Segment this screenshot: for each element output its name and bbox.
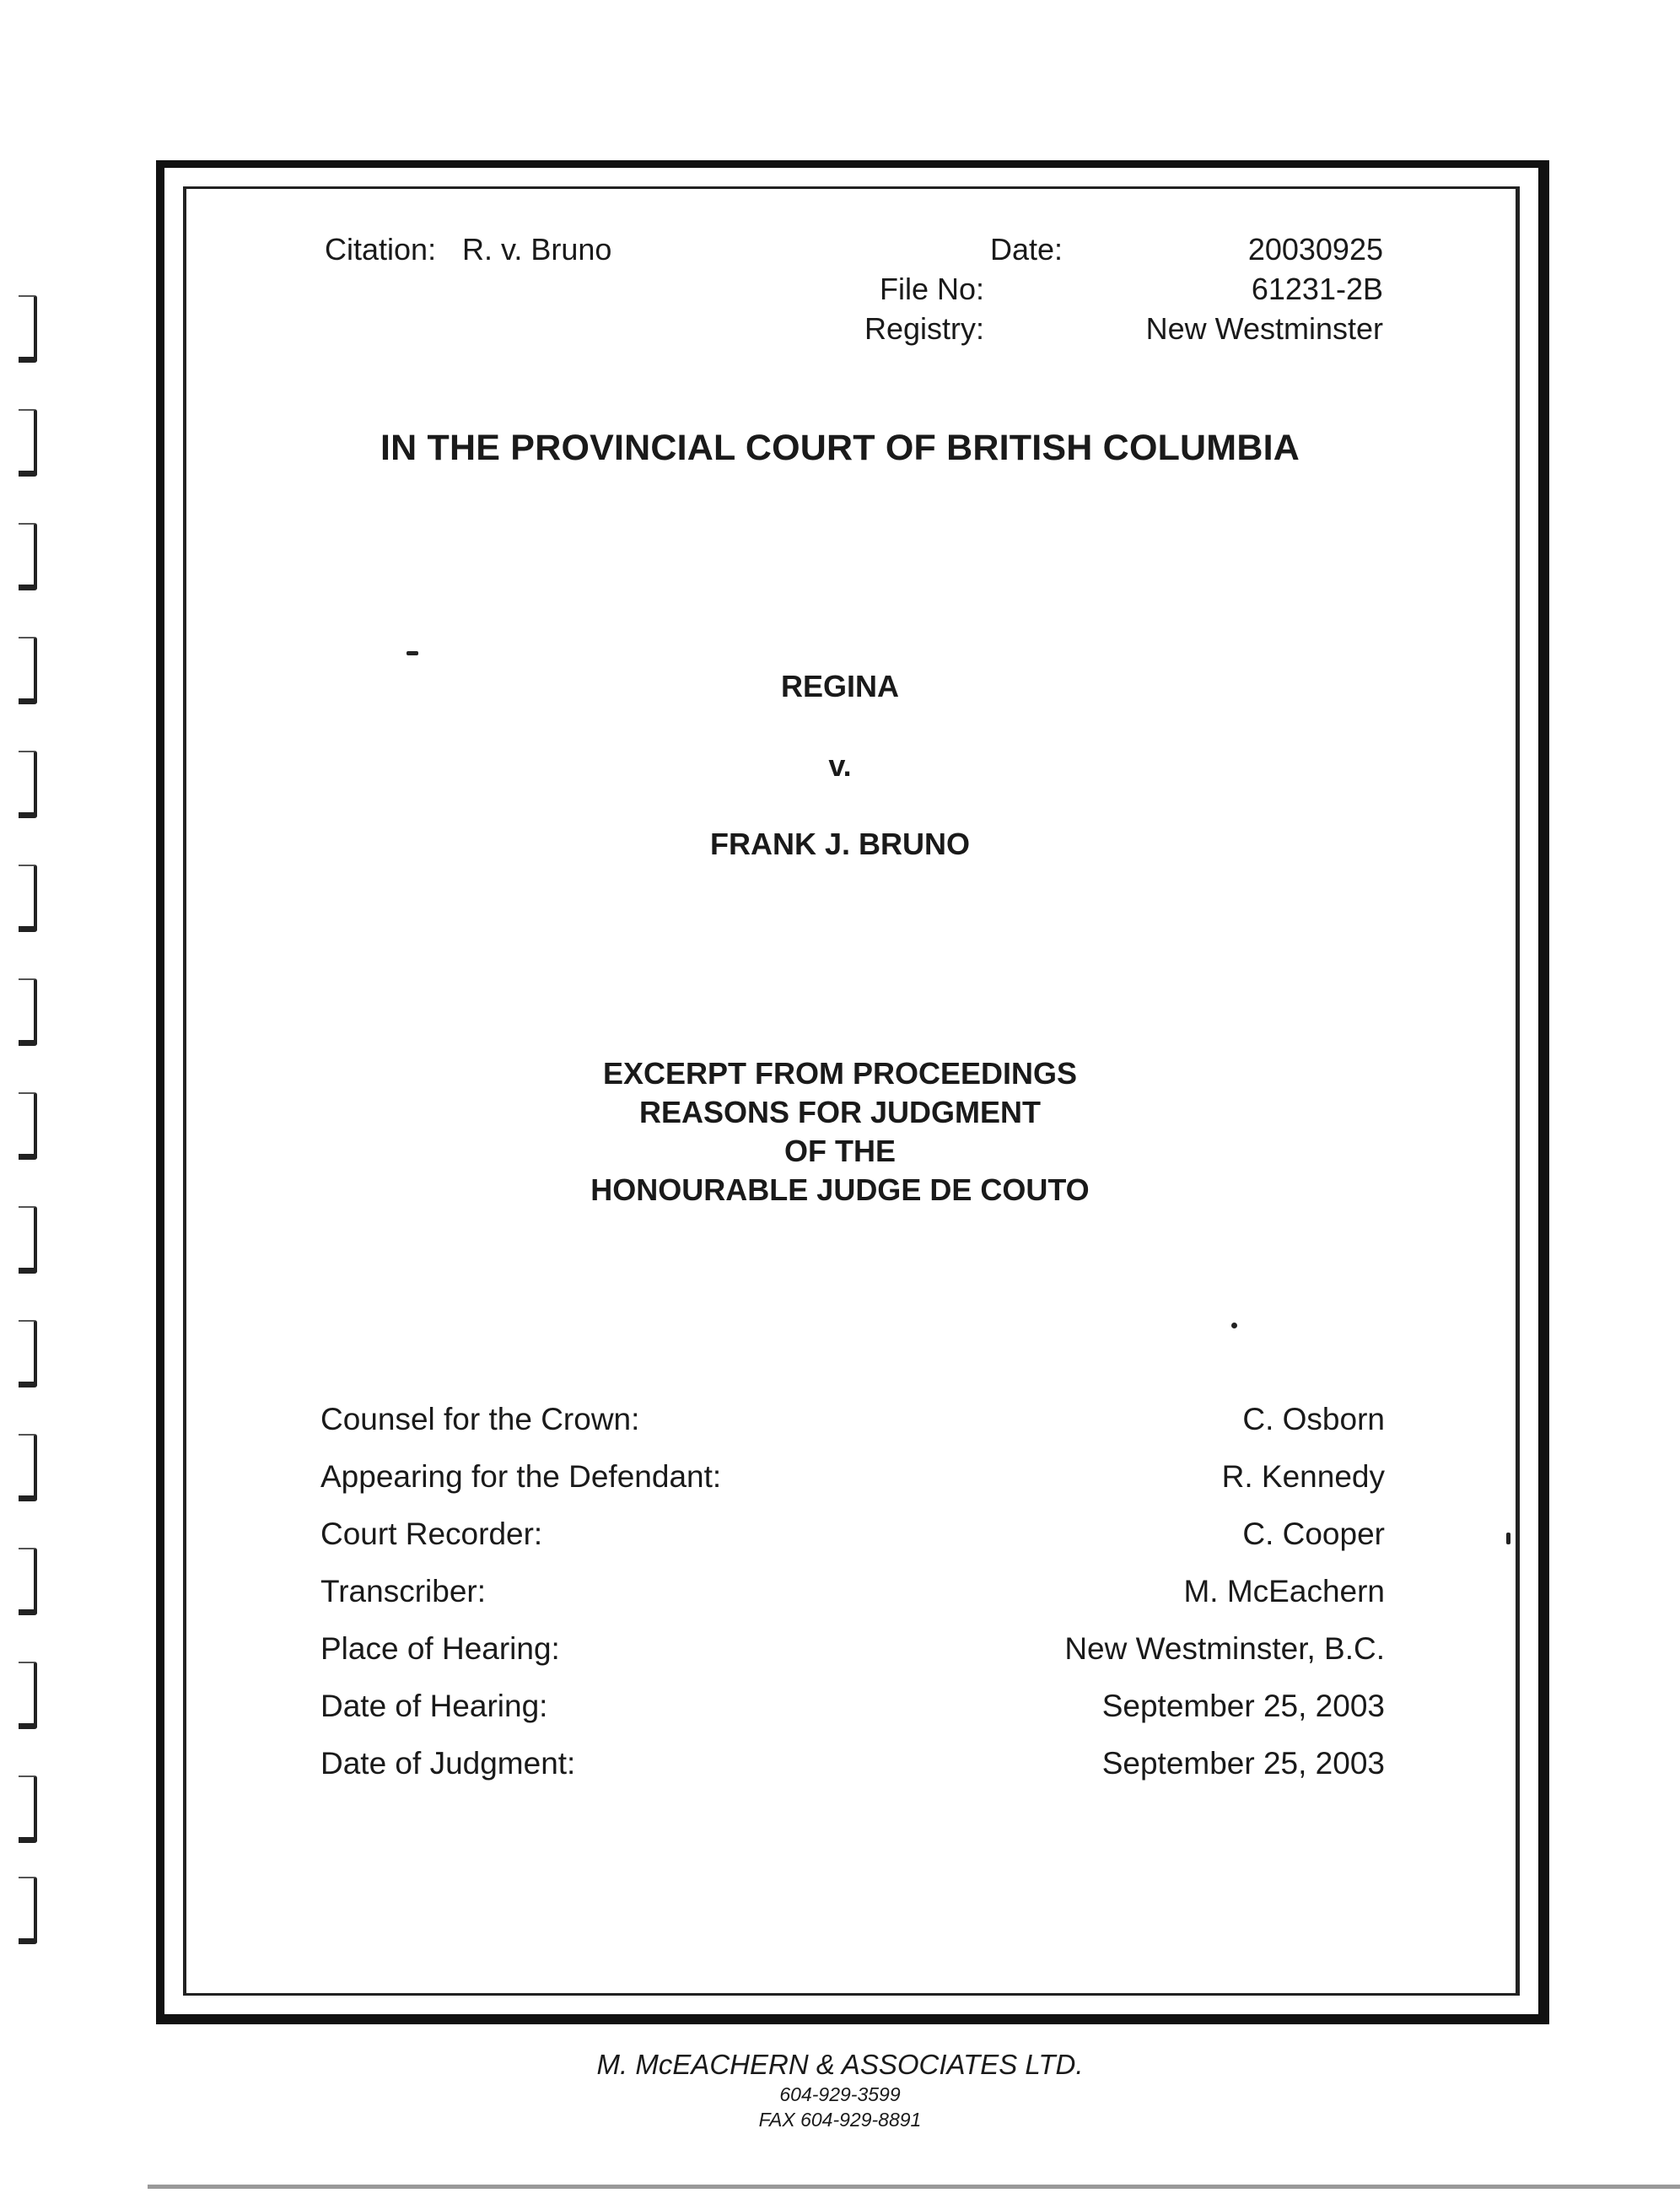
detail-row	[320, 1515, 1385, 1572]
transcription-firm-footer	[0, 2048, 1680, 2132]
court-title: IN THE PROVINCIAL COURT OF BRITISH COLUMBIA	[380, 428, 1300, 468]
heading-line-4: HONOURABLE JUDGE DE COUTO	[590, 1172, 1090, 1207]
heading-line-1: EXCERPT FROM PROCEEDINGS	[602, 1056, 1078, 1091]
bottom-edge-line	[148, 2185, 1680, 2189]
counsel-crown-label: Counsel for the Crown:	[320, 1402, 640, 1436]
place-of-hearing-value: New Westminster, B.C.	[1064, 1631, 1385, 1666]
heading-line-3: OF THE	[784, 1134, 896, 1168]
binder-mark	[19, 1877, 37, 1944]
versus-text: v.	[828, 748, 852, 783]
detail-row	[320, 1744, 1385, 1802]
binder-mark	[19, 295, 37, 363]
defendant-counsel-value: R. Kennedy	[1221, 1459, 1385, 1494]
binder-mark	[19, 1662, 37, 1729]
scan-speck	[407, 651, 418, 655]
detail-row	[320, 1458, 1385, 1515]
binder-mark	[19, 1434, 37, 1501]
detail-row	[320, 1572, 1385, 1630]
date-label: Date:	[989, 232, 1063, 267]
heading-line-2: REASONS FOR JUDGMENT	[638, 1095, 1042, 1129]
binder-mark	[19, 1775, 37, 1843]
court-recorder-value: C. Cooper	[1242, 1517, 1385, 1551]
document-heading	[0, 1054, 1680, 1210]
binder-mark	[19, 978, 37, 1046]
scan-speck	[1506, 1533, 1510, 1544]
date-of-judgment-label: Date of Judgment:	[320, 1746, 576, 1781]
transcriber-value: M. McEachern	[1183, 1574, 1385, 1608]
plaintiff-name: REGINA	[780, 669, 899, 703]
citation-label: Citation:	[325, 232, 437, 267]
registry-label: Registry:	[864, 311, 984, 346]
binder-mark	[19, 1548, 37, 1615]
binder-mark	[19, 1320, 37, 1387]
counsel-crown-value: C. Osborn	[1242, 1402, 1385, 1436]
date-value: 20030925	[1247, 232, 1383, 267]
binder-mark	[19, 523, 37, 590]
date-of-hearing-value: September 25, 2003	[1101, 1689, 1385, 1723]
registry-value: New Westminster	[1145, 311, 1383, 346]
firm-fax: FAX 604-929-8891	[758, 2109, 922, 2131]
file-number-value: 61231-2B	[1251, 272, 1383, 306]
hearing-details	[320, 1400, 1385, 1802]
transcriber-label: Transcriber:	[320, 1574, 487, 1608]
detail-row	[320, 1630, 1385, 1687]
court-recorder-label: Court Recorder:	[320, 1517, 543, 1551]
scan-speck	[1231, 1323, 1237, 1328]
detail-row	[320, 1400, 1385, 1458]
firm-phone: 604-929-3599	[779, 2083, 901, 2105]
defendant-counsel-label: Appearing for the Defendant:	[320, 1459, 722, 1494]
binder-mark	[19, 1206, 37, 1274]
date-of-judgment-value: September 25, 2003	[1101, 1746, 1385, 1781]
binder-mark	[19, 865, 37, 932]
file-number-label: File No:	[879, 272, 984, 306]
detail-row	[320, 1687, 1385, 1744]
firm-name: M. McEACHERN & ASSOCIATES LTD.	[596, 2049, 1084, 2080]
defendant-name: FRANK J. BRUNO	[709, 827, 970, 861]
date-of-hearing-label: Date of Hearing:	[320, 1689, 548, 1723]
citation-value: R. v. Bruno	[462, 232, 612, 267]
place-of-hearing-label: Place of Hearing:	[320, 1631, 560, 1666]
